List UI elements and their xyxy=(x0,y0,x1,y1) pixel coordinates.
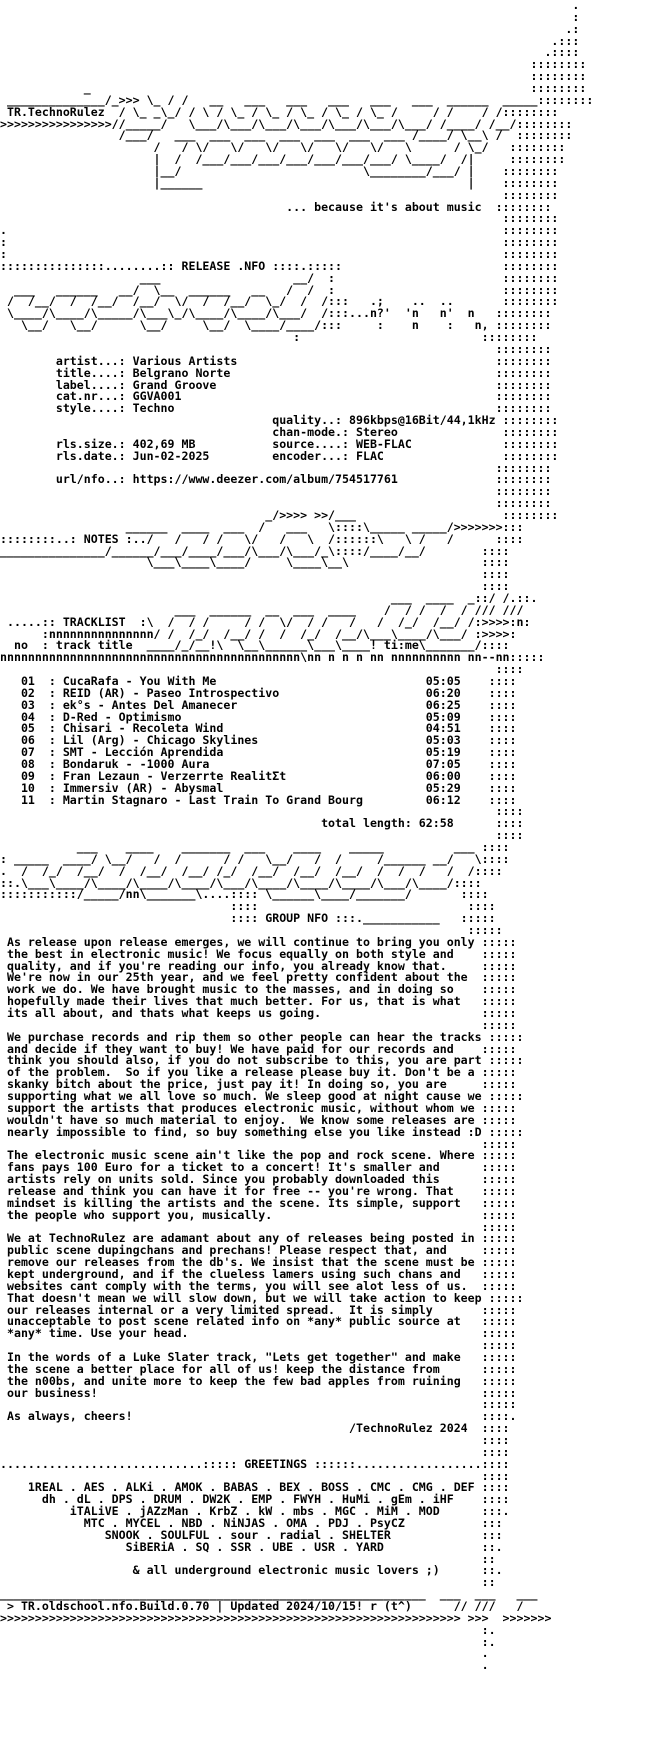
nfo-line: :::: xyxy=(0,1432,510,1447)
nfo-line: & all underground electronic music lovers ;) ::. xyxy=(0,1563,503,1578)
nfo-line: cat.nr...: GGVA001 :::::::: xyxy=(0,389,552,404)
nfo-line: release and think you can have it for free -- you're wrong. That ::::: xyxy=(0,1183,517,1198)
nfo-line: / /__/ / /__/ /__/ \/ / /__/ \_/ / /::: .; .. .. :::::::: xyxy=(0,294,559,309)
nfo-line: public scene dupingchans and prechans! Please respect that, and ::::: xyxy=(0,1243,517,1258)
nfo-line: \___\____\____/ \____\__\ :::: xyxy=(0,555,510,570)
nfo-line: ______ ____ ___ / ___ \::::\_____ _____/>>>>>>>::: xyxy=(0,519,524,534)
nfo-line: SNOOK . SOULFUL . sour . radial . SHELTER ::: xyxy=(0,1527,503,1542)
nfo-line: ::::: xyxy=(0,1397,517,1412)
nfo-line: artists rely on units sold. Since you probably downloaded this ::::: xyxy=(0,1172,517,1187)
nfo-line: ... because it's about music :::::::: xyxy=(0,199,552,214)
nfo-line: SiBERiA . SQ . SSR . UBE . USR . YARD ::. xyxy=(0,1539,503,1554)
nfo-line: its all about, and thats what keeps us going. ::::: xyxy=(0,1006,517,1021)
nfo-line: TR.TechnoRulez / \_ _\_/ / \ / \_ / \_ / \_ / \_ / \_ / / / / /:::::::: xyxy=(0,104,559,119)
nfo-line: >>>>>>>>>>>>>>>>>>>>>>>>>>>>>>>>>>>>>>>>>>>>>>>>>>>>>>>>>>>>>>>>>> >>> >>>>>>> xyxy=(0,1610,552,1625)
nfo-line: :: xyxy=(0,1551,496,1566)
nfo-line: _____________________________________________________________ ___ ___ ___ xyxy=(0,1587,538,1602)
nfo-line: ___ __/ : :::::::: xyxy=(0,270,559,285)
nfo-line: nnnnnnnnnnnnnnnnnnnnnnnnnnnnnnnnnnnnnnnnnnn\nn n n n nn nnnnnnnnnn nn--nn::::: xyxy=(0,650,545,665)
nfo-line: .::: xyxy=(0,33,580,48)
nfo-line: We at TechnoRulez are adamant about any of releases being posted in ::::: xyxy=(0,1231,517,1246)
nfo-line: unacceptable to post scene related info on *any* public source at ::::: xyxy=(0,1314,517,1329)
nfo-line: : _____ ____/ \__/ / / / / \__/ / / /______ __/ \:::: xyxy=(0,851,510,866)
nfo-line: >>>>>>>>>>>>>>>>//_____/ \___/\___/\___/\___/\___/\___/\___/ /____/ /__/:::::::: xyxy=(0,116,573,131)
nfo-line: ::::: xyxy=(0,923,503,938)
nfo-line: ::::: xyxy=(0,1338,517,1353)
nfo-line: .:::: xyxy=(0,45,580,60)
nfo-line: rls.date.: Jun-02-2025 encoder...: FLAC :::::::: xyxy=(0,448,559,463)
nfo-line: As release upon release emerges, we will continue to bring you only ::::: xyxy=(0,934,517,949)
nfo-line: That doesn't mean we will slow down, but we will take action to keep ::::: xyxy=(0,1290,524,1305)
nfo-line: : :::::::: xyxy=(0,235,559,250)
nfo-line: ::::::::..: NOTES :../ / / / \/ / \ /::::::\ \ / / :::: xyxy=(0,531,524,546)
nfo-line: of the problem. So if you like a release please buy it. Don't be a ::::: xyxy=(0,1065,517,1080)
nfo-line: 07 : SMT - Lección Aprendida 05:19 :::: xyxy=(0,745,517,760)
nfo-line: our business! ::::: xyxy=(0,1385,517,1400)
nfo-line: In the words of a Luke Slater track, "Lets get together" and make ::::: xyxy=(0,1349,517,1364)
nfo-line: | / /___/___/___/___/___/___/___/ \____/ /| :::::::: xyxy=(0,152,566,167)
nfo-line: |______ | :::::::: xyxy=(0,175,559,190)
nfo-line: ___ ______ __/ \__ ______ __ / / : :::::::: xyxy=(0,282,559,297)
nfo-line: :::: xyxy=(0,1444,510,1459)
nfo-line: *any* time. Use your head. ::::: xyxy=(0,1326,517,1341)
nfo-line: :::: xyxy=(0,804,524,819)
nfo-line: \____/\____/\_____/\___\_/\____/\____/\___/ /:::...n?' 'n n' n :::::::: xyxy=(0,306,552,321)
nfo-line: _/>>>> >>/___ :::::::: xyxy=(0,507,559,522)
nfo-line: websites cant comply with the terms, you will see alot less of us. ::::: xyxy=(0,1278,517,1293)
nfo-line: 11 : Martin Stagnaro - Last Train To Grand Bourg 06:12 :::: xyxy=(0,792,517,807)
nfo-line: the people who support you, musically. ::::: xyxy=(0,1207,517,1222)
nfo-line: mindset is killing the artists and the scene. Its simple, support ::::: xyxy=(0,1195,517,1210)
nfo-line: :::::::::::::::........:: RELEASE .NFO ::::.::::: :::::::: xyxy=(0,258,559,273)
nfo-line: . / /_/ /__/ / /__/ /__/ /_/ /__/ /__/ /__/ / / / / /:::: xyxy=(0,863,503,878)
nfo-line: ___ ______ __ ___ ____ / / / / / /// /// xyxy=(0,602,524,617)
nfo-line: . xyxy=(0,1646,489,1661)
nfo-line: > TR.oldschool.nfo.Build.0.70 | Updated 2024/10/15! r (t^) // /// / xyxy=(0,1599,524,1614)
nfo-line: our releases internal or a very limited spread. It is simply ::::: xyxy=(0,1302,517,1317)
nfo-line: :::: :::: xyxy=(0,899,496,914)
nfo-line: no : track title ____/_/__!\ \__\______\___\____! ti:me\_______/:::: xyxy=(0,638,510,653)
nfo-line: label....: Grand Groove :::::::: xyxy=(0,377,552,392)
nfo-line: /TechnoRulez 2024 :::: xyxy=(0,1421,510,1436)
nfo-line: : :::::::: xyxy=(0,247,559,262)
nfo-line: :::::::: xyxy=(0,484,552,499)
nfo-line: skanky bitch about the price, just pay it! In doing so, you are ::::: xyxy=(0,1077,517,1092)
nfo-line: ___ ____ _::/ /.::. xyxy=(0,590,538,605)
nfo-line: .............................::::: GREETINGS ::::::..................:::: xyxy=(0,1456,510,1471)
nfo-line: work we do. We have brought music to the masses, and in doing so ::::: xyxy=(0,982,517,997)
nfo-line: ::::: xyxy=(0,1136,517,1151)
nfo-line: quality..: 896kbps@16Bit/44,1kHz :::::::: xyxy=(0,413,559,428)
nfo-line: ______________/_>>> \_ / / __ ___ ___ ___ ___ ___ ______ _____:::::::: xyxy=(0,92,594,107)
nfo-line: and decide if they want to buy! We have paid for our records and ::::: xyxy=(0,1041,517,1056)
nfo-line: quality, and if you're reading our info, you already know that. ::::: xyxy=(0,958,517,973)
nfo-line: 08 : Bondaruk - -1000 Aura 07:05 :::: xyxy=(0,757,517,771)
nfo-line: :::: xyxy=(0,567,510,582)
nfo-line: .: xyxy=(0,21,580,36)
nfo-line: :::: xyxy=(0,662,524,677)
nfo-line: 02 : REID (AR) - Paseo Introspectivo 06:20 :::: xyxy=(0,685,517,700)
nfo-line: the n00bs, and unite more to keep the few bad apples from ruining ::::: xyxy=(0,1373,517,1388)
nfo-line: :::::::::::/_____/nn\_______\....:::: \______\____/_______/ :::: xyxy=(0,887,489,902)
nfo-line: _ :::::::: xyxy=(0,81,587,96)
nfo-line: hopefully made their lives that much better. For us, that is what ::::: xyxy=(0,994,517,1009)
nfo-line: 01 : CucaRafa - You With Me 05:05 :::: xyxy=(0,673,517,688)
nfo-line: url/nfo..: https://www.deezer.com/album/754517761 :::::::: xyxy=(0,472,552,487)
nfo-line: :::::::: xyxy=(0,211,559,226)
nfo-line: the best in electronic music! We focus equally on both style and ::::: xyxy=(0,946,517,961)
nfo-line: dh . dL . DPS . DRUM . DW2K . EMP . FWYH . HuMi . gEm . iHF :::: xyxy=(0,1492,510,1507)
nfo-line: :. xyxy=(0,1634,496,1649)
nfo-line: The electronic music scene ain't like the pop and rock scene. Where ::::: xyxy=(0,1148,517,1163)
nfo-line: wouldn't have so much material to enjoy. We know some releases are ::::: xyxy=(0,1112,517,1127)
nfo-line: :. xyxy=(0,1622,496,1637)
nfo-line: :nnnnnnnnnnnnnnn/ / /_/ /__/ / / /_/ /__/\___\____/\___/ :>>>>: xyxy=(0,626,517,641)
nfo-line: . xyxy=(0,1658,489,1673)
nfo-line: As always, cheers! ::::. xyxy=(0,1409,517,1424)
nfo-line: /___/ ___ ___ ___ ___ ___ ___ ___ /____/ \__\ / :::::::: xyxy=(0,128,573,143)
nfo-line: \__/ \__/ \__/ \__/ \____/____/::: : n : n, :::::::: xyxy=(0,318,552,333)
nfo-line: supporting what we all love so much. We sleep good at night cause we ::::: xyxy=(0,1089,524,1104)
nfo-line: We purchase records and rip them so other people can hear the tracks ::::: xyxy=(0,1029,524,1044)
nfo-line: We're now in our 25th year, and we feel pretty confident about the ::::: xyxy=(0,970,517,985)
nfo-line: ___ ____ _______ ___ ____ _____ ___ :::: xyxy=(0,840,510,855)
nfo-line: remove our releases from the db's. We insist that the scene must be ::::: xyxy=(0,1255,517,1270)
nfo-line: fans pays 100 Euro for a ticket to a concert! It's smaller and ::::: xyxy=(0,1160,517,1175)
nfo-line: kept underground, and if the clueless lamers using such chans and ::::: xyxy=(0,1266,517,1281)
nfo-line: title....: Belgrano Norte :::::::: xyxy=(0,365,552,380)
nfo-line: artist...: Various Artists :::::::: xyxy=(0,353,552,368)
nfo-line: style....: Techno :::::::: xyxy=(0,401,552,416)
nfo-line: / / \/ \/ \/ \/ \/ \/ \ / \_/ :::::::: xyxy=(0,140,566,155)
nfo-line: nearly impossible to find, so buy something else you like instead :D ::::: xyxy=(0,1124,524,1139)
nfo-line: 10 : Immersiv (AR) - Abysmal 05:29 :::: xyxy=(0,780,517,795)
nfo-line: : :::::::: xyxy=(0,330,538,345)
nfo-line: :::::::: xyxy=(0,57,587,72)
nfo-line: :::: xyxy=(0,1468,510,1483)
nfo-line: chan-mode.: Stereo :::::::: xyxy=(0,424,559,439)
nfo-line: 06 : Lil (Arg) - Chicago Skylines 05:03 :::: xyxy=(0,733,517,748)
nfo-line: ::::: xyxy=(0,1017,517,1032)
nfo-line: the scene a better place for all of us! keep the distance from ::::: xyxy=(0,1361,517,1376)
nfo-line: |__/ \________/___/ | :::::::: xyxy=(0,164,559,179)
nfo-line: :::::::: xyxy=(0,496,552,511)
nfo-line: total length: 62:58 :::: xyxy=(0,816,524,831)
nfo-line: _______________/______/___/____/___/\___/\___/_\::::/____/__/ :::: xyxy=(0,543,510,558)
nfo-line: . :::::::: xyxy=(0,223,559,238)
nfo-line: :::: GROUP NFO :::.___________ ::::: xyxy=(0,911,496,926)
nfo-line: 1REAL . AES . ALKi . AMOK . BABAS . BEX . BOSS . CMC . CMG . DEF :::: xyxy=(0,1480,510,1495)
nfo-line: 04 : D-Red - Optimismo 05:09 :::: xyxy=(0,709,517,724)
nfo-line: :::: xyxy=(0,579,510,594)
nfo-line: 05 : Chisari - Recoleta Wind 04:51 :::: xyxy=(0,721,517,736)
nfo-line: support the artists that produces electronic music, without whom we ::::: xyxy=(0,1100,517,1115)
nfo-line: MTC . MYCEL . NBD . NiNJAS . OMA . PDJ . PsyCZ ::: xyxy=(0,1516,503,1530)
nfo-line: :::: xyxy=(0,828,524,843)
nfo-line: . xyxy=(0,0,580,12)
nfo-line: 03 : ek°s - Antes Del Amanecer 06:25 :::: xyxy=(0,697,517,712)
nfo-line: : xyxy=(0,9,580,24)
nfo-line: rls.size.: 402,69 MB source....: WEB-FLAC :::::::: xyxy=(0,436,559,451)
nfo-line: ::.\___\____/\____/\____/\____/\___/\____/\____/\____/\___/\____/:::: xyxy=(0,875,482,890)
nfo-line: :: xyxy=(0,1575,496,1590)
nfo-line: :::::::: xyxy=(0,187,559,202)
nfo-line: iTALiVE . jAZzMan . KrbZ . kW . mbs . MGC . MiM . MOD :::. xyxy=(0,1504,510,1519)
nfo-line: :::::::: xyxy=(0,460,552,475)
nfo-line: think you should also, if you do not subscribe to this, you are part ::::: xyxy=(0,1053,524,1068)
nfo-line: :::::::: xyxy=(0,69,587,84)
nfo-line: ::::: xyxy=(0,1219,517,1234)
nfo-line: :::::::: xyxy=(0,341,552,356)
nfo-line: .....:: TRACKLIST :\ / / / / / \/ / / / / /_/ /__/ /:>>>>:n: xyxy=(0,614,531,629)
nfo-line: 09 : Fran Lezaun - Verzerrte RealitΣt 06:00 :::: xyxy=(0,768,517,783)
